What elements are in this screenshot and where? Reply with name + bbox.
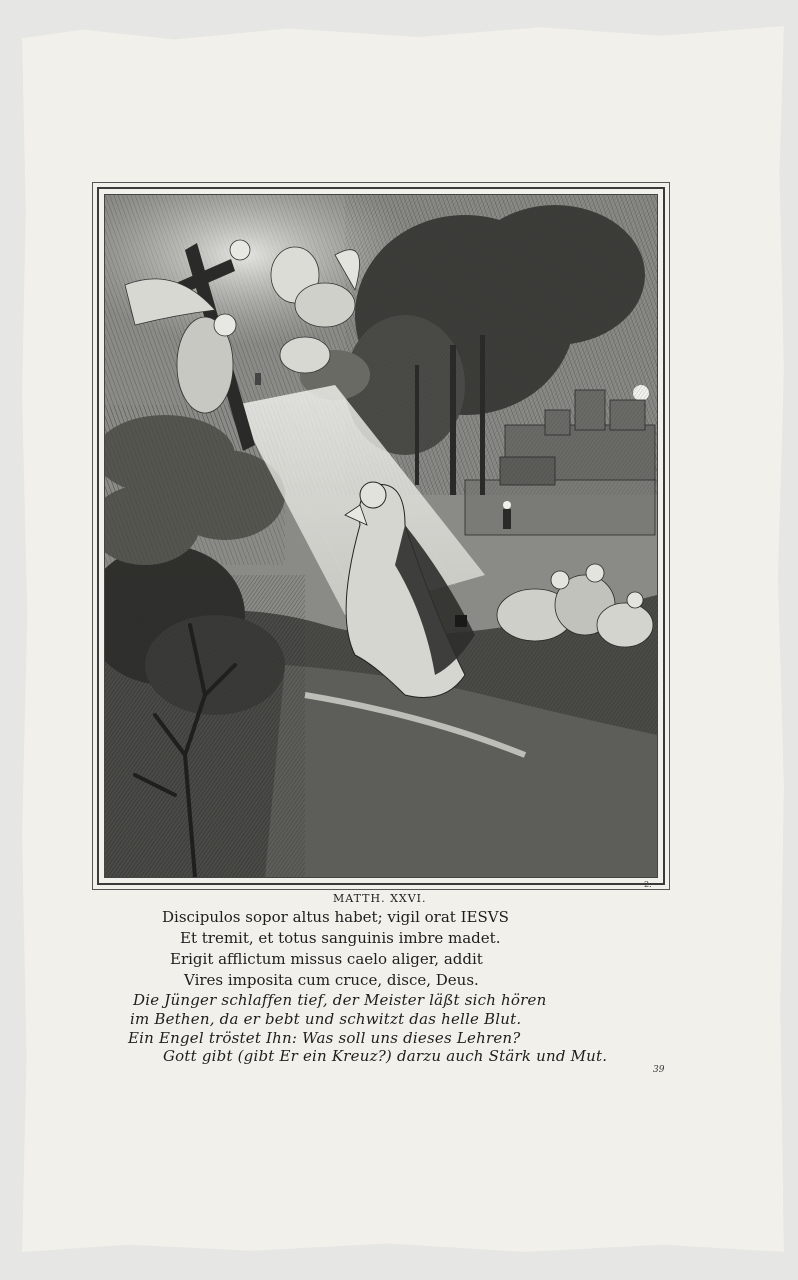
- german-verse-line: im Bethen, da er bebt und schwitzt das helle Blut.: [130, 1010, 522, 1028]
- latin-verse-line: Et tremit, et totus sanguinis imbre madet.: [180, 929, 501, 947]
- latin-verse-line: Vires imposita cum cruce, disce, Deus.: [184, 971, 479, 989]
- page-number: 39: [653, 1065, 665, 1075]
- latin-verse-line: Erigit afflictum missus caelo aliger, addit: [170, 950, 483, 968]
- plate-signature-mark: 2.: [644, 880, 652, 889]
- engraving-image: [104, 194, 658, 878]
- latin-verse-line: Discipulos sopor altus habet; vigil orat IESVS: [162, 908, 509, 926]
- caption-title: MATTH. XXVI.: [333, 892, 427, 905]
- german-verse-line: Ein Engel tröstet Ihn: Was soll uns dieses Lehren?: [128, 1029, 521, 1047]
- german-verse-line: Die Jünger schlaffen tief, der Meister läßt sich hören: [133, 991, 547, 1009]
- german-verse-line: Gott gibt (gibt Er ein Kreuz?) darzu auch Stärk und Mut.: [163, 1047, 608, 1065]
- engraving-illustration: [105, 195, 657, 877]
